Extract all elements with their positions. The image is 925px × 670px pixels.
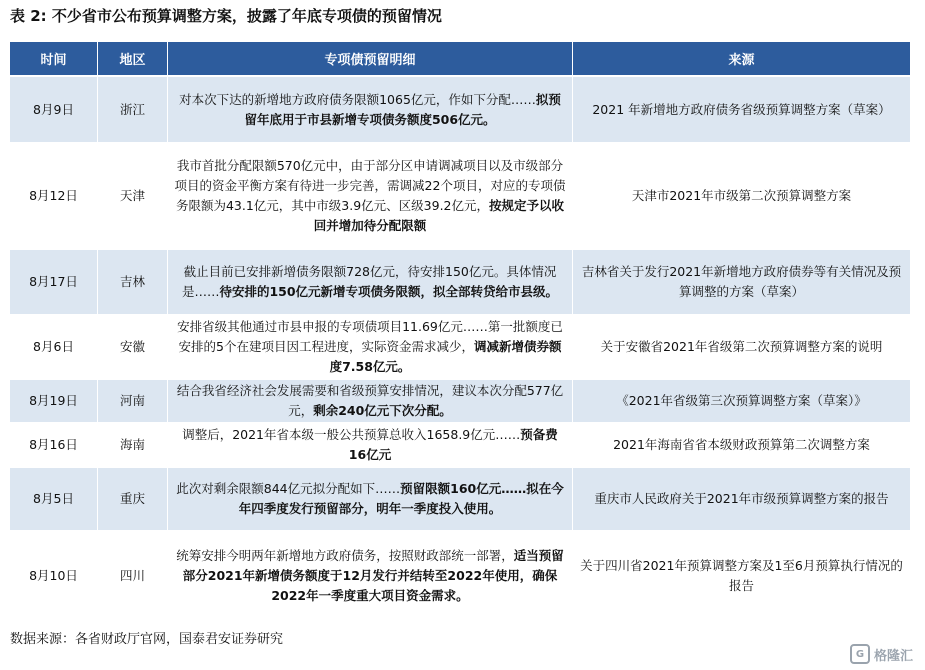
detail-text: 此次对剩余限额844亿元拟分配如下…… — [176, 481, 401, 496]
source-note: 数据来源：各省财政厅官网，国泰君安证券研究 — [10, 632, 284, 647]
detail-text: 对本次下达的新增地方政府债务限额1065亿元，作如下分配…… — [179, 91, 536, 107]
cell-region: 安徽 — [98, 314, 168, 378]
table-title: 表 2: 不少省市公布预算调整方案，披露了年底专项债的预留情况 — [10, 7, 442, 25]
cell-region: 吉林 — [98, 248, 168, 314]
header-date: 时间 — [10, 42, 98, 75]
cell-detail — [168, 314, 573, 378]
cell-date: 8月19日 — [10, 378, 98, 422]
table-header-row — [10, 42, 910, 75]
cell-detail — [168, 378, 573, 422]
cell-date: 8月16日 — [10, 422, 98, 466]
detail-highlight: 按规定予以收回并增加待分配限额 — [313, 198, 565, 233]
cell-detail — [168, 75, 573, 142]
detail-text: 安排省级其他通过市县申报的专项债项目11.69亿元……第一批额度已安排的5个在建项目因工程进度，实际资金需求减少， — [177, 319, 563, 354]
header-detail: 专项债预留明细 — [168, 42, 573, 75]
cell-date: 8月5日 — [10, 466, 98, 530]
detail-highlight: 剩余240亿元下次分配。 — [313, 403, 452, 418]
cell-detail — [168, 530, 573, 620]
cell-source: 重庆市人民政府关于2021年市级预算调整方案的报告 — [573, 466, 910, 530]
header-region: 地区 — [98, 42, 168, 75]
cell-detail — [168, 422, 573, 466]
detail-text: 我市首批分配限额570亿元中，由于部分区申请调减项目以及市级部分项目的资金平衡方案有待进一步完善，需调减22个项目，对应的专项债务限额为43.1亿元，其中市级3.9亿元、区级39.2亿元， — [174, 158, 566, 213]
header-source: 来源 — [573, 42, 910, 75]
table-row — [10, 530, 910, 620]
detail-highlight: 预备费16亿元 — [348, 427, 558, 462]
cell-date: 8月9日 — [10, 75, 98, 142]
data-table — [10, 42, 910, 620]
cell-source: 关于四川省2021年预算调整方案及1至6月预算执行情况的报告 — [573, 530, 910, 620]
cell-source: 关于安徽省2021年省级第二次预算调整方案的说明 — [573, 314, 910, 378]
detail-highlight: 待安排的150亿元新增专项债务限额，拟全部转贷给市县级。 — [219, 284, 559, 299]
watermark-text: 格隆汇 — [873, 648, 913, 664]
watermark — [850, 644, 913, 664]
cell-date: 8月17日 — [10, 248, 98, 314]
cell-region: 河南 — [98, 378, 168, 422]
cell-detail — [168, 466, 573, 530]
table-row — [10, 142, 910, 248]
cell-region: 四川 — [98, 530, 168, 620]
detail-highlight: 适当预留部分2021年新增债务额度于12月发行并结转至2022年使用，确保2022年一季度重大项目资金需求。 — [182, 548, 564, 603]
cell-detail — [168, 248, 573, 314]
detail-text: 截止目前已安排新增债务限额728亿元，待安排150亿元。具体情况是…… — [181, 264, 557, 299]
watermark-logo-icon: G — [850, 644, 870, 664]
detail-text: 调整后，2021年省本级一般公共预算总收入1658.9亿元…… — [182, 427, 521, 442]
cell-region: 浙江 — [98, 75, 168, 142]
cell-date: 8月10日 — [10, 530, 98, 620]
cell-source: 2021年海南省省本级财政预算第二次调整方案 — [573, 422, 910, 466]
cell-date: 8月12日 — [10, 142, 98, 248]
cell-source: 2021 年新增地方政府债务省级预算调整方案（草案） — [573, 75, 910, 142]
cell-detail — [168, 142, 573, 248]
cell-region: 海南 — [98, 422, 168, 466]
cell-date: 8月6日 — [10, 314, 98, 378]
cell-source: 吉林省关于发行2021年新增地方政府债券等有关情况及预算调整的方案（草案） — [573, 248, 910, 314]
table-row — [10, 248, 910, 314]
cell-source: 《2021年省级第三次预算调整方案（草案）》 — [573, 378, 910, 422]
detail-highlight: 调减新增债券额度7.58亿元。 — [329, 339, 562, 374]
table-row — [10, 466, 910, 530]
cell-region: 重庆 — [98, 466, 168, 530]
cell-source: 天津市2021年市级第二次预算调整方案 — [573, 142, 910, 248]
detail-text: 结合我省经济社会发展需要和省级预算安排情况，建议本次分配577亿元， — [176, 383, 564, 418]
table-row — [10, 314, 910, 378]
table-row — [10, 422, 910, 466]
detail-highlight: 预留限额160亿元……拟在今年四季度发行预留部分，明年一季度投入使用。 — [238, 481, 564, 516]
table-row — [10, 75, 910, 142]
table-row — [10, 378, 910, 422]
cell-region: 天津 — [98, 142, 168, 248]
detail-text: 统筹安排今明两年新增地方政府债务，按照财政部统一部署， — [176, 548, 514, 563]
detail-highlight: 拟预留年底用于市县新增专项债务额度506亿元。 — [244, 91, 561, 127]
